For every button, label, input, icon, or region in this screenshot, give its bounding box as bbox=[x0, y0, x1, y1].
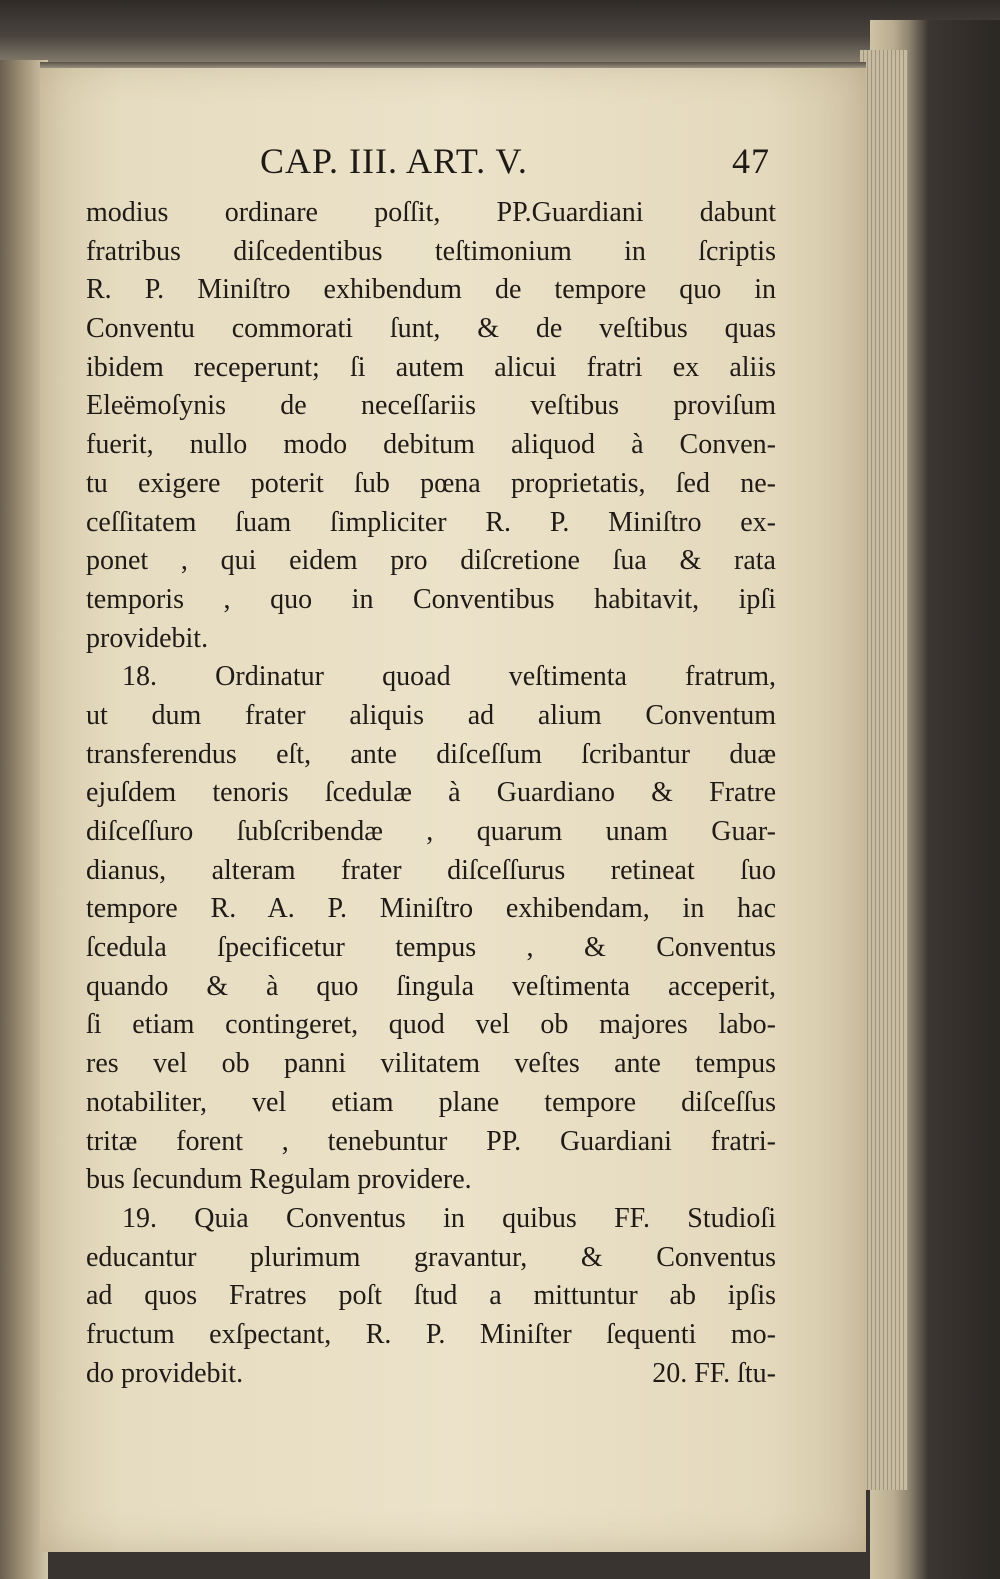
text-line: ceſſitatem ſuam ſimpliciter R. P. Miniſtro ex- bbox=[86, 506, 776, 538]
last-line bbox=[86, 1355, 776, 1394]
text-line: ſi etiam contingeret, quod vel ob majores labo- bbox=[86, 1009, 776, 1041]
text-line: fuerit, nullo modo debitum aliquod à Conven- bbox=[86, 429, 776, 461]
text-line: do providebit. bbox=[86, 1357, 244, 1389]
text-line: R. P. Miniſtro exhibendum de tempore quo in bbox=[86, 274, 776, 306]
page-header bbox=[260, 140, 770, 190]
page-stack-edges bbox=[860, 50, 908, 1490]
text-line: quando & à quo ſingula veſtimenta acceperit, bbox=[86, 970, 776, 1002]
text-line: tempore R. A. P. Miniſtro exhibendam, in hac bbox=[86, 893, 776, 925]
text-line: dianus, alteram frater diſceſſurus retineat ſuo bbox=[86, 854, 776, 886]
paragraph-18-start: 18. Ordinatur quoad veſtimenta fratrum, bbox=[122, 661, 776, 693]
text-line: ad quos Fratres poſt ſtud a mittuntur ab ipſis bbox=[86, 1280, 776, 1312]
text-line: tritæ forent , tenebuntur PP. Guardiani fratri- bbox=[86, 1125, 776, 1157]
text-line: Conventu commorati ſunt, & de veſtibus quas bbox=[86, 313, 776, 345]
text-line: ut dum frater aliquis ad alium Conventum bbox=[86, 699, 776, 731]
running-head: CAP. III. ART. V. bbox=[260, 141, 528, 181]
body-text bbox=[86, 194, 776, 1393]
text-line: modius ordinare poſſit, PP.Guardiani dabunt bbox=[86, 197, 776, 228]
text-line: temporis , quo in Conventibus habitavit, ipſi bbox=[86, 583, 776, 615]
text-line: tu exigere poterit ſub pœna proprietatis, ſed ne- bbox=[86, 467, 776, 499]
text-line: fructum exſpectant, R. P. Miniſter ſequenti mo- bbox=[86, 1318, 776, 1350]
text-line: res vel ob panni vilitatem veſtes ante tempus bbox=[86, 1048, 776, 1080]
catchword: 20. FF. ſtu- bbox=[652, 1357, 776, 1389]
text-line: transferendus eſt, ante diſceſſum ſcribantur duæ bbox=[86, 738, 776, 770]
text-line: fratribus diſcedentibus teſtimonium in ſcriptis bbox=[86, 235, 776, 267]
text-line: diſceſſuro ſubſcribendæ , quarum unam Guar- bbox=[86, 816, 776, 847]
text-line: ſcedula ſpecificetur tempus , & Conventus bbox=[86, 932, 776, 964]
text-line: providebit. bbox=[86, 622, 209, 654]
text-line: Eleëmoſynis de neceſſariis veſtibus proviſum bbox=[86, 390, 776, 422]
page-top-edge bbox=[40, 62, 866, 68]
text-line: ponet , qui eidem pro diſcretione ſua & rata bbox=[86, 545, 776, 577]
text-line: ejuſdem tenoris ſcedulæ à Guardiano & Fratre bbox=[86, 777, 776, 809]
text-line: ibidem receperunt; ſi autem alicui fratri ex aliis bbox=[86, 351, 776, 383]
paragraph-19-start: 19. Quia Conventus in quibus FF. Studioſi bbox=[122, 1202, 776, 1234]
text-line: notabiliter, vel etiam plane tempore diſceſſus bbox=[86, 1086, 776, 1118]
page-number: 47 bbox=[732, 141, 770, 181]
text-line: bus ſecundum Regulam providere. bbox=[86, 1164, 472, 1196]
text-line: educantur plurimum gravantur, & Conventus bbox=[86, 1241, 776, 1273]
